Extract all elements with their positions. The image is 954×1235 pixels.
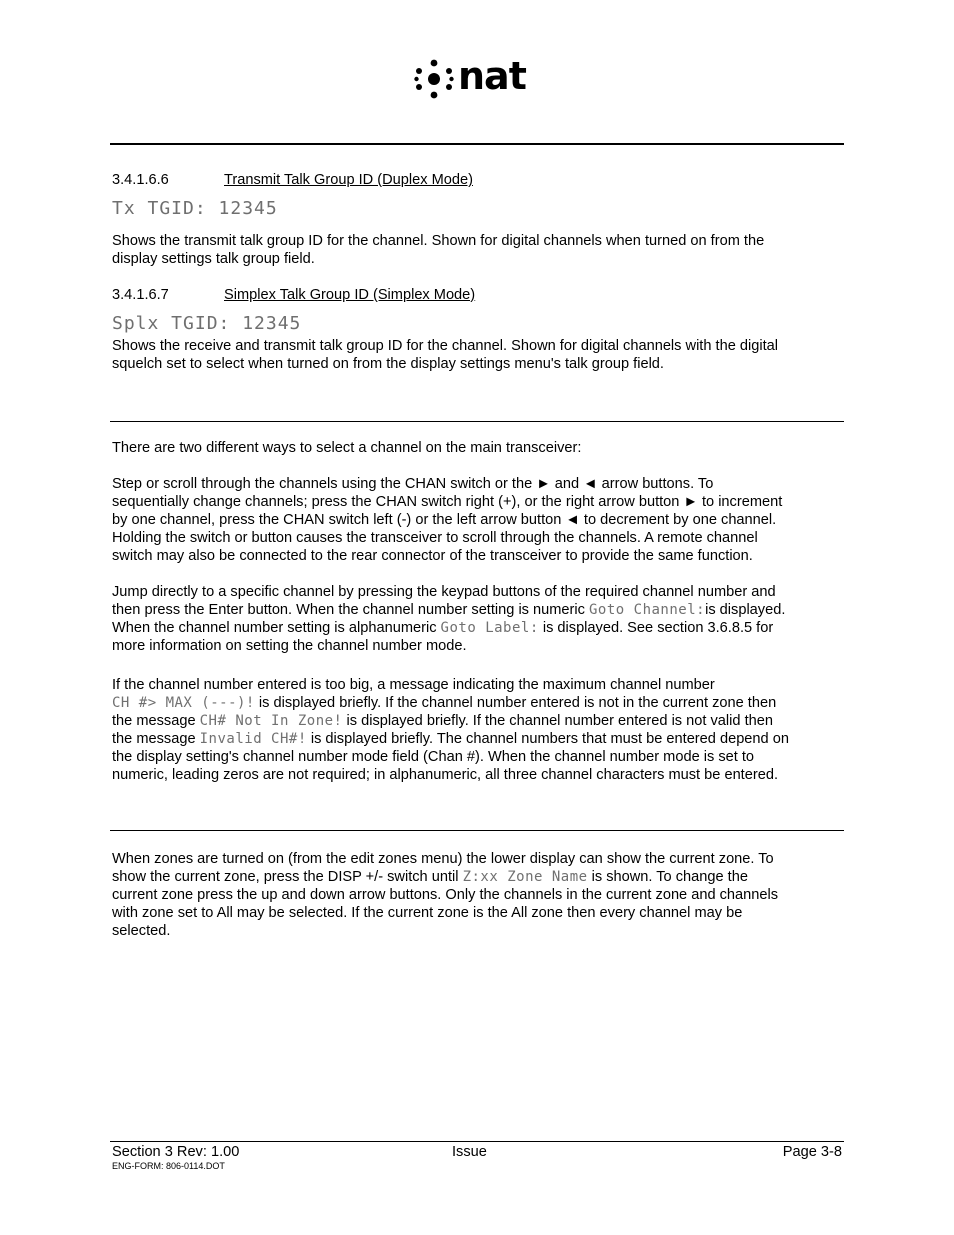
text-fragment: is displayed briefly. The channel numbers that must be entered depend on <box>306 731 789 747</box>
tx-tgid-display: Tx TGID: 12345 <box>112 198 278 219</box>
text-fragment: When the channel number setting is alphanumeric <box>112 620 441 636</box>
heading-title: Transmit Talk Group ID (Duplex Mode) <box>224 172 473 188</box>
section-rule <box>110 421 844 422</box>
text-line: If the channel number entered is too big, a message indicating the maximum channel number <box>112 677 715 693</box>
text-line: numeric, leading zeros are not required; in alphanumeric, all three channel characters must be entered. <box>112 767 779 783</box>
text-line <box>112 730 852 748</box>
heading-number: 3.4.1.6.6 <box>112 172 169 188</box>
lcd-zone-name: Z:xx Zone Name <box>462 869 588 885</box>
footer-page-number: Page 3-8 <box>782 1144 842 1160</box>
text-fragment: is displayed briefly. If the channel number entered is not in the current zone then <box>254 695 777 711</box>
tx-tgid-description <box>112 232 852 268</box>
text-line <box>112 619 852 637</box>
text-line: Shows the transmit talk group ID for the channel. Shown for digital channels when turned on from the <box>112 233 765 249</box>
channel-error-paragraph <box>112 676 852 784</box>
text-line: There are two different ways to select a channel on the main transceiver: <box>112 440 582 456</box>
heading-number: 3.4.1.6.7 <box>112 287 169 303</box>
text-line: with zone set to All may be selected. If the current zone is the All zone then every channel may be <box>112 905 743 921</box>
header-rule <box>110 143 844 145</box>
heading-splx-tgid <box>112 287 475 303</box>
text-line <box>112 694 852 712</box>
text-line: by one channel, press the CHAN switch left (-) or the left arrow button ◄ to decrement by one channel. <box>112 512 777 528</box>
text-line: sequentially change channels; press the CHAN switch right (+), or the right arrow button ► to increment <box>112 494 783 510</box>
text-fragment: is displayed. See section 3.6.8.5 for <box>538 620 774 636</box>
lcd-not-in-zone: CH# Not In Zone! <box>199 713 343 729</box>
text-line: Step or scroll through the channels using the CHAN switch or the ► and ◄ arrow buttons. To <box>112 476 714 492</box>
splx-tgid-display: Splx TGID: 12345 <box>112 313 302 334</box>
splx-tgid-description <box>112 337 852 373</box>
text-line <box>112 601 852 619</box>
zones-paragraph <box>112 850 852 940</box>
text-fragment: the message <box>112 713 200 729</box>
channel-step-paragraph <box>112 475 852 565</box>
logo-text: nat <box>458 54 526 98</box>
text-line: display settings talk group field. <box>112 251 315 267</box>
text-line: squelch set to select when turned on from the display settings menu's talk group field. <box>112 356 664 372</box>
lcd-goto-channel: Goto Channel: <box>589 602 706 618</box>
text-fragment: is shown. To change the <box>587 869 748 885</box>
lcd-goto-label: Goto Label: <box>440 620 539 636</box>
text-line <box>112 868 852 886</box>
text-fragment: show the current zone, press the DISP +/- switch until <box>112 869 463 885</box>
footer-form-id: ENG-FORM: 806-0114.DOT <box>112 1161 225 1171</box>
text-line: Jump directly to a specific channel by pressing the keypad buttons of the required channel number and <box>112 584 776 600</box>
text-fragment: is displayed briefly. If the channel number entered is not valid then <box>342 713 773 729</box>
footer-status: Issue <box>452 1144 487 1160</box>
heading-title: Simplex Talk Group ID (Simplex Mode) <box>224 287 476 303</box>
text-line: When zones are turned on (from the edit zones menu) the lower display can show the current zone. To <box>112 851 774 867</box>
heading-tx-tgid <box>112 172 473 188</box>
text-line: Shows the receive and transmit talk group ID for the channel. Shown for digital channels with the digital <box>112 338 779 354</box>
text-line: Holding the switch or button causes the transceiver to scroll through the channels. A remote channel <box>112 530 758 546</box>
text-line <box>112 712 852 730</box>
text-line: more information on setting the channel number mode. <box>112 638 467 654</box>
text-line: current zone press the up and down arrow buttons. Only the channels in the current zone and channels <box>112 887 779 903</box>
text-line: switch may also be connected to the rear connector of the transceiver to provide the same function. <box>112 548 753 564</box>
nat-star-icon <box>414 58 454 100</box>
footer-section: Section 3 Rev: 1.00 <box>112 1144 240 1160</box>
text-fragment: then press the Enter button. When the channel number setting is numeric <box>112 602 589 618</box>
lcd-invalid-channel: Invalid CH#! <box>199 731 307 747</box>
text-line: selected. <box>112 923 171 939</box>
channel-jump-paragraph <box>112 583 852 655</box>
text-line: the display setting's channel number mode field (Chan #). When the channel number mode is set to <box>112 749 755 765</box>
footer-rule <box>110 1141 844 1142</box>
channel-select-intro <box>112 439 852 457</box>
text-fragment: the message <box>112 731 200 747</box>
nat-logo <box>414 54 542 100</box>
section-rule <box>110 830 844 831</box>
text-fragment: is displayed. <box>705 602 786 618</box>
lcd-max-channel: CH #> MAX (---)! <box>112 695 255 711</box>
